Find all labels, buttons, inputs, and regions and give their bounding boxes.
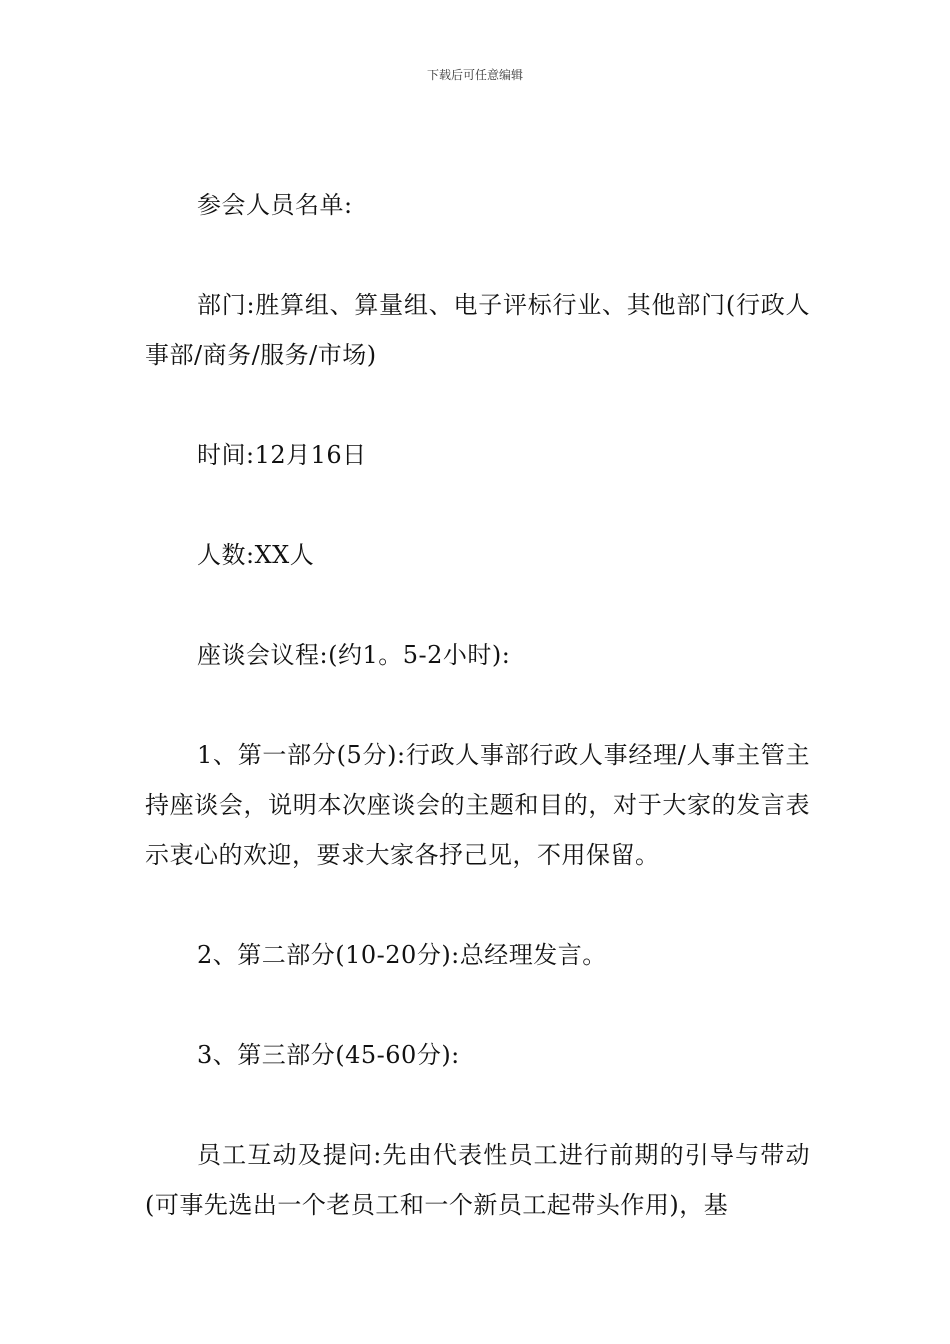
document-body [145, 180, 810, 1230]
paragraph-time: 时间:12月16日 [197, 441, 367, 469]
paragraph-part-one: 1、第一部分(5分):行政人事部行政人事经理/人事主管主持座谈会，说明本次座谈会的主题和目的，对于大家的发言表示衷心的欢迎，要求大家各抒己见，不用保留。 [145, 741, 810, 869]
paragraph-headcount: 人数:XX人 [197, 541, 315, 569]
paragraph-part-three: 3、第三部分(45-60分): [197, 1041, 460, 1069]
paragraph-agenda-title: 座谈会议程:(约1。5-2小时): [197, 641, 511, 669]
paragraph-part-two: 2、第二部分(10-20分):总经理发言。 [197, 941, 607, 969]
paragraph-departments: 部门:胜算组、算量组、电子评标行业、其他部门(行政人事部/商务/服务/市场) [145, 291, 810, 369]
header-note: 下载后可任意编辑 [426, 68, 523, 82]
paragraph-attendees-title: 参会人员名单: [197, 191, 353, 219]
paragraph-interaction: 员工互动及提问:先由代表性员工进行前期的引导与带动(可事先选出一个老员工和一个新员工起带头作用)，基 [145, 1141, 810, 1219]
